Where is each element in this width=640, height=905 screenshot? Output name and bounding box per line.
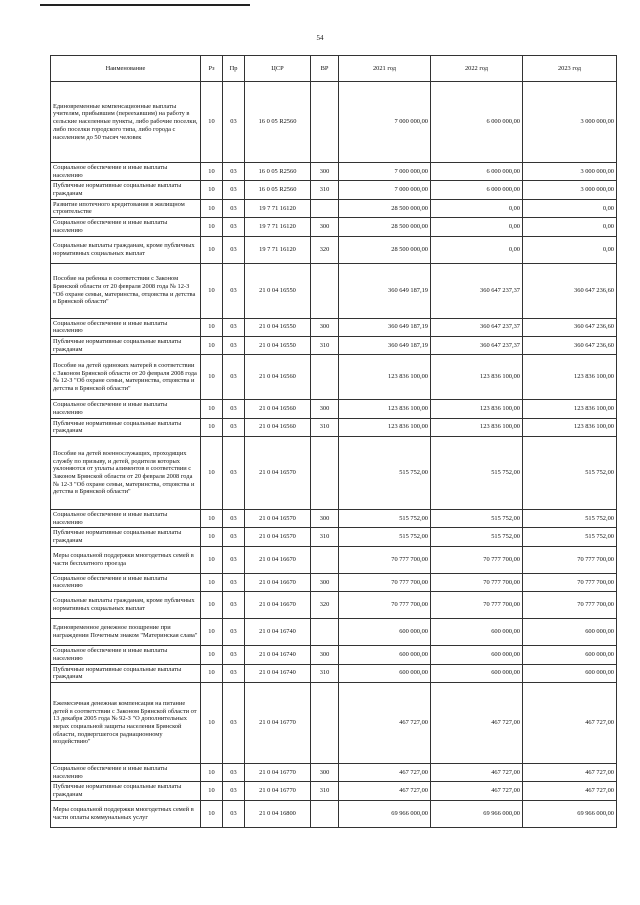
cell-rz: 10 [201, 199, 223, 217]
cell-y2023: 70 777 700,00 [523, 573, 617, 591]
cell-csr: 19 7 71 16120 [245, 199, 311, 217]
cell-csr: 21 0 04 16550 [245, 336, 311, 354]
header-2022: 2022 год [431, 56, 523, 82]
cell-y2021: 600 000,00 [339, 646, 431, 664]
cell-rz: 10 [201, 782, 223, 800]
cell-y2021: 360 649 187,19 [339, 318, 431, 336]
cell-rz: 10 [201, 263, 223, 318]
cell-y2021: 28 500 000,00 [339, 199, 431, 217]
cell-pr: 03 [223, 400, 245, 418]
cell-y2023: 515 752,00 [523, 437, 617, 510]
cell-y2022: 360 647 237,37 [431, 318, 523, 336]
cell-rz: 10 [201, 646, 223, 664]
cell-y2022: 515 752,00 [431, 528, 523, 546]
cell-name: Социальное обеспечение и иные выплаты населению [51, 163, 201, 181]
cell-rz: 10 [201, 619, 223, 646]
cell-name: Публичные нормативные социальные выплаты гражданам [51, 336, 201, 354]
cell-y2022: 360 647 237,37 [431, 336, 523, 354]
cell-rz: 10 [201, 800, 223, 827]
header-name: Наименование [51, 56, 201, 82]
cell-y2022: 69 966 000,00 [431, 800, 523, 827]
cell-name: Ежемесячная денежная компенсация на питание детей в соответствии с Законом Брянской области от 13 декабря 2005 года № 92-З "О дополнительных мерах социальной защиты населения Брянской области, подвергшегося радиационному воздействию" [51, 682, 201, 763]
cell-y2023: 515 752,00 [523, 528, 617, 546]
table-row [51, 437, 617, 510]
cell-pr: 03 [223, 528, 245, 546]
cell-csr: 21 0 04 16550 [245, 263, 311, 318]
cell-pr: 03 [223, 181, 245, 199]
cell-csr: 21 0 04 16550 [245, 318, 311, 336]
cell-pr: 03 [223, 782, 245, 800]
cell-csr: 21 0 04 16770 [245, 682, 311, 763]
table-row [51, 82, 617, 163]
cell-vr: 310 [311, 336, 339, 354]
table-row [51, 400, 617, 418]
cell-pr: 03 [223, 646, 245, 664]
cell-rz: 10 [201, 181, 223, 199]
cell-y2021: 600 000,00 [339, 619, 431, 646]
cell-name: Публичные нормативные социальные выплаты гражданам [51, 181, 201, 199]
cell-vr: 300 [311, 646, 339, 664]
cell-y2023: 360 647 236,60 [523, 263, 617, 318]
table-row [51, 573, 617, 591]
cell-y2023: 3 000 000,00 [523, 181, 617, 199]
cell-y2021: 28 500 000,00 [339, 218, 431, 236]
cell-y2021: 70 777 700,00 [339, 546, 431, 573]
cell-name: Социальные выплаты гражданам, кроме публичных нормативных социальных выплат [51, 592, 201, 619]
cell-y2021: 360 649 187,19 [339, 336, 431, 354]
header-rz: Рз [201, 56, 223, 82]
cell-csr: 19 7 71 16120 [245, 218, 311, 236]
cell-y2022: 70 777 700,00 [431, 592, 523, 619]
cell-y2023: 467 727,00 [523, 782, 617, 800]
cell-name: Публичные нормативные социальные выплаты гражданам [51, 418, 201, 436]
cell-vr: 300 [311, 573, 339, 591]
table-row [51, 682, 617, 763]
header-pr: Пр [223, 56, 245, 82]
cell-csr: 21 0 04 16670 [245, 546, 311, 573]
cell-csr: 21 0 04 16770 [245, 782, 311, 800]
cell-y2022: 70 777 700,00 [431, 546, 523, 573]
cell-pr: 03 [223, 437, 245, 510]
cell-csr: 21 0 04 16670 [245, 592, 311, 619]
cell-name: Единовременные компенсационные выплаты учителям, прибывшим (переехавшим) на работу в сельские населенные пункты, либо рабочие поселки, либо поселки городского типа, либо города с населением до 50 тысяч человек [51, 82, 201, 163]
cell-pr: 03 [223, 763, 245, 781]
cell-name: Меры социальной поддержки многодетных семей в части бесплатного проезда [51, 546, 201, 573]
cell-vr: 300 [311, 763, 339, 781]
cell-y2021: 70 777 700,00 [339, 573, 431, 591]
cell-pr: 03 [223, 163, 245, 181]
cell-y2021: 467 727,00 [339, 782, 431, 800]
cell-rz: 10 [201, 236, 223, 263]
cell-rz: 10 [201, 763, 223, 781]
cell-y2023: 360 647 236,60 [523, 318, 617, 336]
cell-y2022: 6 000 000,00 [431, 163, 523, 181]
cell-y2021: 123 836 100,00 [339, 418, 431, 436]
cell-pr: 03 [223, 236, 245, 263]
cell-rz: 10 [201, 682, 223, 763]
cell-name: Социальное обеспечение и иные выплаты населению [51, 573, 201, 591]
cell-pr: 03 [223, 318, 245, 336]
cell-y2022: 6 000 000,00 [431, 181, 523, 199]
cell-y2023: 0,00 [523, 199, 617, 217]
cell-rz: 10 [201, 355, 223, 400]
cell-y2023: 70 777 700,00 [523, 546, 617, 573]
cell-rz: 10 [201, 336, 223, 354]
cell-y2023: 467 727,00 [523, 763, 617, 781]
cell-csr: 21 0 04 16560 [245, 355, 311, 400]
cell-y2023: 69 966 000,00 [523, 800, 617, 827]
table-row [51, 418, 617, 436]
table-row [51, 181, 617, 199]
cell-y2023: 70 777 700,00 [523, 592, 617, 619]
cell-y2023: 467 727,00 [523, 682, 617, 763]
cell-y2022: 467 727,00 [431, 763, 523, 781]
cell-pr: 03 [223, 682, 245, 763]
cell-vr [311, 199, 339, 217]
table-header-row [51, 56, 617, 82]
cell-y2023: 600 000,00 [523, 646, 617, 664]
cell-name: Социальное обеспечение и иные выплаты населению [51, 400, 201, 418]
cell-name: Развитие ипотечного кредитования в жилищном строительстве [51, 199, 201, 217]
cell-y2021: 28 500 000,00 [339, 236, 431, 263]
cell-name: Социальные выплаты гражданам, кроме публичных нормативных социальных выплат [51, 236, 201, 263]
cell-y2022: 70 777 700,00 [431, 573, 523, 591]
cell-rz: 10 [201, 82, 223, 163]
cell-y2022: 0,00 [431, 218, 523, 236]
cell-vr: 300 [311, 163, 339, 181]
cell-vr: 310 [311, 528, 339, 546]
cell-rz: 10 [201, 528, 223, 546]
cell-y2022: 0,00 [431, 199, 523, 217]
cell-y2022: 600 000,00 [431, 646, 523, 664]
cell-y2021: 70 777 700,00 [339, 592, 431, 619]
cell-rz: 10 [201, 418, 223, 436]
cell-vr [311, 263, 339, 318]
table-row [51, 163, 617, 181]
cell-y2021: 515 752,00 [339, 437, 431, 510]
cell-rz: 10 [201, 318, 223, 336]
cell-rz: 10 [201, 546, 223, 573]
cell-y2021: 467 727,00 [339, 682, 431, 763]
cell-rz: 10 [201, 437, 223, 510]
table-row [51, 763, 617, 781]
cell-y2023: 0,00 [523, 236, 617, 263]
budget-table [50, 55, 617, 828]
cell-y2022: 123 836 100,00 [431, 400, 523, 418]
cell-pr: 03 [223, 355, 245, 400]
cell-csr: 21 0 04 16800 [245, 800, 311, 827]
cell-vr: 300 [311, 400, 339, 418]
cell-y2021: 7 000 000,00 [339, 181, 431, 199]
cell-y2022: 515 752,00 [431, 510, 523, 528]
cell-name: Социальное обеспечение и иные выплаты населению [51, 510, 201, 528]
cell-pr: 03 [223, 800, 245, 827]
cell-csr: 21 0 04 16560 [245, 400, 311, 418]
cell-pr: 03 [223, 546, 245, 573]
cell-name: Публичные нормативные социальные выплаты гражданам [51, 664, 201, 682]
cell-name: Публичные нормативные социальные выплаты гражданам [51, 782, 201, 800]
cell-y2023: 123 836 100,00 [523, 355, 617, 400]
cell-name: Публичные нормативные социальные выплаты гражданам [51, 528, 201, 546]
page-number: 54 [316, 34, 324, 42]
cell-pr: 03 [223, 199, 245, 217]
cell-y2023: 600 000,00 [523, 664, 617, 682]
cell-y2023: 0,00 [523, 218, 617, 236]
cell-pr: 03 [223, 263, 245, 318]
cell-y2023: 515 752,00 [523, 510, 617, 528]
cell-name: Единовременное денежное поощрение при награждении Почетным знаком "Материнская слава" [51, 619, 201, 646]
cell-csr: 16 0 05 R2560 [245, 82, 311, 163]
header-2023: 2023 год [523, 56, 617, 82]
cell-y2022: 600 000,00 [431, 619, 523, 646]
table-row [51, 510, 617, 528]
table-row [51, 336, 617, 354]
cell-rz: 10 [201, 218, 223, 236]
cell-y2023: 360 647 236,60 [523, 336, 617, 354]
cell-y2021: 69 966 000,00 [339, 800, 431, 827]
cell-pr: 03 [223, 82, 245, 163]
cell-vr: 320 [311, 236, 339, 263]
cell-vr: 320 [311, 592, 339, 619]
cell-name: Социальное обеспечение и иные выплаты населению [51, 646, 201, 664]
cell-y2023: 3 000 000,00 [523, 82, 617, 163]
cell-csr: 21 0 04 16670 [245, 573, 311, 591]
table-row [51, 664, 617, 682]
cell-y2023: 123 836 100,00 [523, 418, 617, 436]
header-csr: ЦСР [245, 56, 311, 82]
cell-y2022: 123 836 100,00 [431, 355, 523, 400]
cell-y2022: 123 836 100,00 [431, 418, 523, 436]
cell-pr: 03 [223, 592, 245, 619]
cell-y2021: 467 727,00 [339, 763, 431, 781]
cell-pr: 03 [223, 664, 245, 682]
cell-y2022: 467 727,00 [431, 682, 523, 763]
cell-vr: 310 [311, 782, 339, 800]
cell-pr: 03 [223, 418, 245, 436]
cell-y2021: 7 000 000,00 [339, 163, 431, 181]
cell-name: Социальное обеспечение и иные выплаты населению [51, 318, 201, 336]
table-row [51, 592, 617, 619]
cell-vr [311, 355, 339, 400]
table-row [51, 218, 617, 236]
cell-csr: 21 0 04 16770 [245, 763, 311, 781]
cell-pr: 03 [223, 510, 245, 528]
cell-csr: 21 0 04 16740 [245, 619, 311, 646]
header-2021: 2021 год [339, 56, 431, 82]
cell-rz: 10 [201, 573, 223, 591]
cell-y2021: 515 752,00 [339, 510, 431, 528]
cell-y2023: 123 836 100,00 [523, 400, 617, 418]
cell-y2021: 123 836 100,00 [339, 400, 431, 418]
cell-csr: 21 0 04 16570 [245, 528, 311, 546]
table-row [51, 263, 617, 318]
cell-name: Социальное обеспечение и иные выплаты населению [51, 763, 201, 781]
cell-rz: 10 [201, 510, 223, 528]
cell-vr: 300 [311, 218, 339, 236]
cell-y2022: 467 727,00 [431, 782, 523, 800]
cell-name: Социальное обеспечение и иные выплаты населению [51, 218, 201, 236]
cell-csr: 21 0 04 16570 [245, 510, 311, 528]
cell-vr [311, 82, 339, 163]
cell-y2021: 515 752,00 [339, 528, 431, 546]
cell-y2022: 0,00 [431, 236, 523, 263]
cell-vr: 310 [311, 418, 339, 436]
cell-y2023: 3 000 000,00 [523, 163, 617, 181]
cell-y2023: 600 000,00 [523, 619, 617, 646]
cell-name: Пособие на ребенка в соответствии с Законом Брянской области от 20 февраля 2008 года № 12-З "Об охране семьи, материнства, отцовства и детства в Брянской области" [51, 263, 201, 318]
cell-csr: 21 0 04 16560 [245, 418, 311, 436]
cell-csr: 21 0 04 16570 [245, 437, 311, 510]
cell-rz: 10 [201, 592, 223, 619]
table-row [51, 236, 617, 263]
cell-csr: 16 0 05 R2560 [245, 181, 311, 199]
table-row [51, 619, 617, 646]
cell-name: Меры социальной поддержки многодетных семей в части оплаты коммунальных услуг [51, 800, 201, 827]
cell-name: Пособие на детей военнослужащих, проходящих службу по призыву, и детей, родителя которых уклоняются от уплаты алиментов в соответствии с Законом Брянской области от 20 февраля 2008 года № 12-З "Об охране семьи, материнства, отцовства и детства в Брянской области" [51, 437, 201, 510]
cell-csr: 21 0 04 16740 [245, 664, 311, 682]
cell-pr: 03 [223, 573, 245, 591]
cell-vr [311, 437, 339, 510]
cell-vr [311, 800, 339, 827]
cell-y2022: 360 647 237,37 [431, 263, 523, 318]
cell-y2022: 6 000 000,00 [431, 82, 523, 163]
cell-y2021: 600 000,00 [339, 664, 431, 682]
cell-y2022: 600 000,00 [431, 664, 523, 682]
cell-pr: 03 [223, 619, 245, 646]
table-row [51, 528, 617, 546]
table-row [51, 355, 617, 400]
top-rule [40, 4, 250, 6]
cell-name: Пособие на детей одиноких матерей в соответствии с Законом Брянской области от 20 февраля 2008 года № 12-З "Об охране семьи, материнства, отцовства и детства в Брянской области" [51, 355, 201, 400]
cell-vr: 300 [311, 318, 339, 336]
cell-rz: 10 [201, 163, 223, 181]
header-vr: ВР [311, 56, 339, 82]
table-row [51, 546, 617, 573]
cell-rz: 10 [201, 664, 223, 682]
table-row [51, 800, 617, 827]
cell-y2021: 360 649 187,19 [339, 263, 431, 318]
cell-csr: 21 0 04 16740 [245, 646, 311, 664]
cell-vr: 310 [311, 664, 339, 682]
table-row [51, 782, 617, 800]
cell-y2021: 123 836 100,00 [339, 355, 431, 400]
cell-vr: 310 [311, 181, 339, 199]
cell-vr [311, 682, 339, 763]
table-row [51, 199, 617, 217]
table-row [51, 318, 617, 336]
cell-vr: 300 [311, 510, 339, 528]
cell-csr: 19 7 71 16120 [245, 236, 311, 263]
cell-csr: 16 0 05 R2560 [245, 163, 311, 181]
cell-y2021: 7 000 000,00 [339, 82, 431, 163]
cell-vr [311, 546, 339, 573]
cell-y2022: 515 752,00 [431, 437, 523, 510]
cell-pr: 03 [223, 336, 245, 354]
cell-vr [311, 619, 339, 646]
table-row [51, 646, 617, 664]
cell-pr: 03 [223, 218, 245, 236]
cell-rz: 10 [201, 400, 223, 418]
